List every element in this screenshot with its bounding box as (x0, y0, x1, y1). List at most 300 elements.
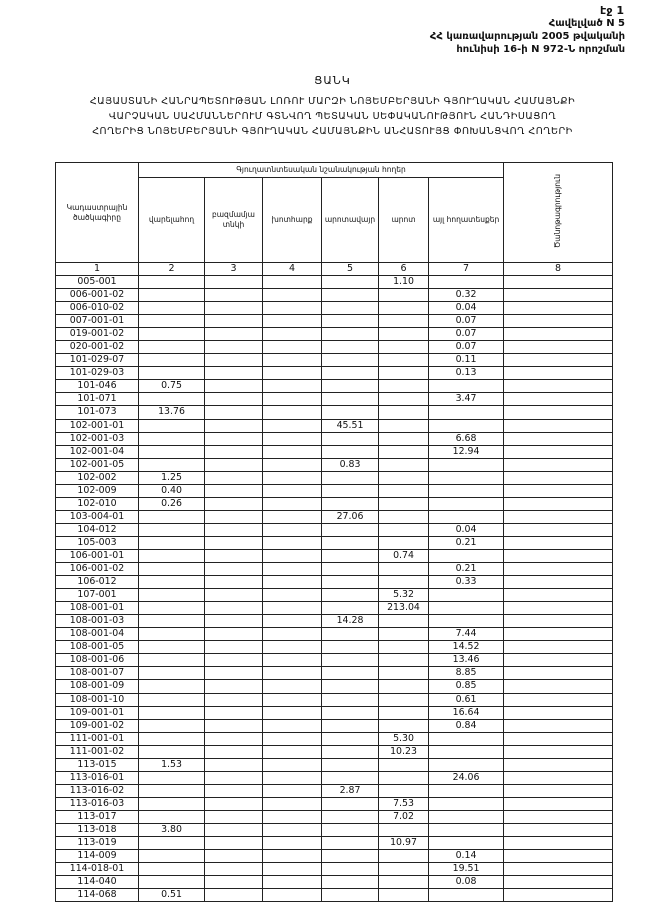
pasture2-value (379, 380, 429, 393)
pasture2-value (379, 354, 429, 367)
arable-value (139, 432, 205, 445)
table-row (56, 276, 613, 289)
other-land-value (429, 758, 504, 771)
pasture-value (322, 563, 379, 576)
arable-value: 1.25 (139, 471, 205, 484)
table-row (56, 654, 613, 667)
other-land-value: 0.61 (429, 693, 504, 706)
pasture2-value (379, 563, 429, 576)
note-cell (504, 458, 613, 471)
cadastral-code: 102-001-04 (56, 445, 139, 458)
hayfield-value (263, 771, 322, 784)
pasture-value (322, 771, 379, 784)
hayfield-value (263, 732, 322, 745)
arable-value (139, 602, 205, 615)
table-row (56, 406, 613, 419)
pasture-value (322, 497, 379, 510)
cadastral-code: 108-001-09 (56, 680, 139, 693)
arable-value (139, 641, 205, 654)
arable-value (139, 419, 205, 432)
note-cell (504, 523, 613, 536)
table-row (56, 432, 613, 445)
pasture-value (322, 863, 379, 876)
orchard-value (205, 641, 263, 654)
pasture-value (322, 549, 379, 562)
table-row (56, 289, 613, 302)
header-note-text: Ծանոթագրություն (553, 173, 563, 249)
pasture2-value (379, 693, 429, 706)
other-land-value (429, 784, 504, 797)
pasture2-value (379, 706, 429, 719)
orchard-value (205, 563, 263, 576)
pasture2-value: 5.30 (379, 732, 429, 745)
hayfield-value (263, 615, 322, 628)
cadastral-code: 102-001-05 (56, 458, 139, 471)
table-row (56, 784, 613, 797)
table-row (56, 641, 613, 654)
pasture-value (322, 641, 379, 654)
header-note (504, 163, 613, 263)
cadastral-code: 111-001-02 (56, 745, 139, 758)
arable-value (139, 341, 205, 354)
arable-value (139, 771, 205, 784)
pasture2-value (379, 458, 429, 471)
hayfield-value (263, 797, 322, 810)
pasture2-value: 7.02 (379, 810, 429, 823)
other-land-value (429, 889, 504, 902)
pasture2-value (379, 654, 429, 667)
pasture2-value (379, 302, 429, 315)
orchard-value (205, 458, 263, 471)
note-cell (504, 276, 613, 289)
table-row (56, 797, 613, 810)
pasture2-value (379, 367, 429, 380)
note-cell (504, 589, 613, 602)
note-cell (504, 628, 613, 641)
note-cell (504, 706, 613, 719)
other-land-value: 0.07 (429, 341, 504, 354)
other-land-value: 0.07 (429, 328, 504, 341)
pasture2-value (379, 289, 429, 302)
hayfield-value (263, 850, 322, 863)
other-land-value: 16.64 (429, 706, 504, 719)
orchard-value (205, 628, 263, 641)
arable-value (139, 536, 205, 549)
pasture-value (322, 745, 379, 758)
table-row (56, 889, 613, 902)
pasture-value (322, 471, 379, 484)
pasture2-value (379, 850, 429, 863)
other-land-value: 0.04 (429, 302, 504, 315)
other-land-value (429, 549, 504, 562)
cadastral-code: 108-001-05 (56, 641, 139, 654)
other-land-value: 0.13 (429, 367, 504, 380)
pasture-value: 27.06 (322, 510, 379, 523)
hayfield-value (263, 784, 322, 797)
orchard-value (205, 732, 263, 745)
pasture2-value: 0.74 (379, 549, 429, 562)
pasture-value (322, 536, 379, 549)
hayfield-value (263, 889, 322, 902)
hayfield-value (263, 432, 322, 445)
other-land-value (429, 837, 504, 850)
orchard-value (205, 745, 263, 758)
note-cell (504, 393, 613, 406)
cadastral-code: 113-016-01 (56, 771, 139, 784)
note-cell (504, 302, 613, 315)
note-cell (504, 471, 613, 484)
cadastral-code: 113-017 (56, 810, 139, 823)
header-arable: վարելահող (139, 178, 205, 263)
pasture-value (322, 797, 379, 810)
table-row (56, 380, 613, 393)
pasture-value (322, 810, 379, 823)
other-land-value: 0.11 (429, 354, 504, 367)
other-land-value (429, 419, 504, 432)
orchard-value (205, 471, 263, 484)
orchard-value (205, 823, 263, 836)
other-land-value: 13.46 (429, 654, 504, 667)
table-row (56, 445, 613, 458)
arable-value (139, 680, 205, 693)
pasture-value (322, 732, 379, 745)
pasture-value (322, 693, 379, 706)
table-row (56, 771, 613, 784)
orchard-value (205, 863, 263, 876)
note-cell (504, 784, 613, 797)
arable-value: 3.80 (139, 823, 205, 836)
arable-value (139, 706, 205, 719)
pasture-value (322, 302, 379, 315)
pasture2-value (379, 876, 429, 889)
column-number: 7 (429, 263, 504, 276)
other-land-value: 0.08 (429, 876, 504, 889)
hayfield-value (263, 576, 322, 589)
arable-value (139, 654, 205, 667)
note-cell (504, 328, 613, 341)
table-row (56, 419, 613, 432)
document-title: ՑԱՆԿ (314, 74, 351, 87)
hayfield-value (263, 315, 322, 328)
arable-value (139, 615, 205, 628)
other-land-value (429, 732, 504, 745)
cadastral-code: 005-001 (56, 276, 139, 289)
other-land-value (429, 406, 504, 419)
pasture2-value (379, 315, 429, 328)
cadastral-code: 006-001-02 (56, 289, 139, 302)
hayfield-value (263, 628, 322, 641)
hayfield-value (263, 745, 322, 758)
other-land-value (429, 380, 504, 393)
pasture2-value (379, 615, 429, 628)
hayfield-value (263, 719, 322, 732)
orchard-value (205, 406, 263, 419)
pasture-value (322, 289, 379, 302)
note-cell (504, 484, 613, 497)
note-cell (504, 876, 613, 889)
note-cell (504, 837, 613, 850)
hayfield-value (263, 354, 322, 367)
other-land-value (429, 276, 504, 289)
other-land-value (429, 602, 504, 615)
note-cell (504, 563, 613, 576)
cadastral-code: 108-001-04 (56, 628, 139, 641)
hayfield-value (263, 810, 322, 823)
column-number: 8 (504, 263, 613, 276)
other-land-value (429, 484, 504, 497)
pasture-value (322, 680, 379, 693)
other-land-value: 0.04 (429, 523, 504, 536)
orchard-value (205, 510, 263, 523)
pasture-value (322, 654, 379, 667)
cadastral-code: 114-018-01 (56, 863, 139, 876)
arable-value (139, 784, 205, 797)
note-cell (504, 641, 613, 654)
note-cell (504, 289, 613, 302)
pasture-value: 14.28 (322, 615, 379, 628)
hayfield-value (263, 563, 322, 576)
column-number: 1 (56, 263, 139, 276)
other-land-value (429, 458, 504, 471)
hayfield-value (263, 641, 322, 654)
hayfield-value (263, 837, 322, 850)
other-land-value: 8.85 (429, 667, 504, 680)
pasture2-value (379, 628, 429, 641)
note-cell (504, 354, 613, 367)
cadastral-code: 103-004-01 (56, 510, 139, 523)
arable-value (139, 850, 205, 863)
table-row (56, 810, 613, 823)
pasture-value (322, 589, 379, 602)
table-row (56, 850, 613, 863)
cadastral-code: 101-029-07 (56, 354, 139, 367)
table-row (56, 549, 613, 562)
pasture2-value (379, 393, 429, 406)
cadastral-code: 104-012 (56, 523, 139, 536)
other-land-value: 7.44 (429, 628, 504, 641)
hayfield-value (263, 471, 322, 484)
other-land-value (429, 823, 504, 836)
hayfield-value (263, 693, 322, 706)
note-cell (504, 680, 613, 693)
table-row (56, 719, 613, 732)
pasture-value: 2.87 (322, 784, 379, 797)
hayfield-value (263, 458, 322, 471)
table-row (56, 693, 613, 706)
cadastral-code: 114-040 (56, 876, 139, 889)
table-row (56, 328, 613, 341)
orchard-value (205, 784, 263, 797)
column-number: 4 (263, 263, 322, 276)
hayfield-value (263, 289, 322, 302)
note-cell (504, 602, 613, 615)
note-cell (504, 797, 613, 810)
orchard-value (205, 719, 263, 732)
arable-value (139, 367, 205, 380)
pasture-value (322, 432, 379, 445)
pasture-value (322, 484, 379, 497)
arable-value: 0.26 (139, 497, 205, 510)
column-number: 3 (205, 263, 263, 276)
pasture-value (322, 523, 379, 536)
orchard-value (205, 432, 263, 445)
hayfield-value (263, 328, 322, 341)
cadastral-code: 113-015 (56, 758, 139, 771)
cadastral-code: 113-019 (56, 837, 139, 850)
pasture-value (322, 667, 379, 680)
note-cell (504, 654, 613, 667)
orchard-value (205, 706, 263, 719)
arable-value (139, 732, 205, 745)
pasture2-value (379, 719, 429, 732)
table-row (56, 497, 613, 510)
note-cell (504, 367, 613, 380)
table-row (56, 615, 613, 628)
arable-value (139, 445, 205, 458)
hayfield-value (263, 484, 322, 497)
pasture2-value (379, 536, 429, 549)
arable-value (139, 328, 205, 341)
orchard-value (205, 328, 263, 341)
other-land-value: 12.94 (429, 445, 504, 458)
arable-value: 0.75 (139, 380, 205, 393)
orchard-value (205, 419, 263, 432)
orchard-value (205, 302, 263, 315)
pasture2-value (379, 445, 429, 458)
orchard-value (205, 367, 263, 380)
cadastral-code: 113-018 (56, 823, 139, 836)
other-land-value: 3.47 (429, 393, 504, 406)
arable-value (139, 510, 205, 523)
header-code: Կադաստրային ծածկագիրը (56, 163, 139, 263)
orchard-value (205, 536, 263, 549)
orchard-value (205, 497, 263, 510)
table-row (56, 354, 613, 367)
hayfield-value (263, 497, 322, 510)
other-land-value: 0.07 (429, 315, 504, 328)
table-row (56, 706, 613, 719)
other-land-value: 0.32 (429, 289, 504, 302)
arable-value: 0.51 (139, 889, 205, 902)
cadastral-code: 101-029-03 (56, 367, 139, 380)
pasture-value (322, 445, 379, 458)
cadastral-code: 105-003 (56, 536, 139, 549)
note-cell (504, 810, 613, 823)
hayfield-value (263, 536, 322, 549)
other-land-value: 0.33 (429, 576, 504, 589)
orchard-value (205, 341, 263, 354)
table-row (56, 536, 613, 549)
note-cell (504, 315, 613, 328)
pasture2-value (379, 432, 429, 445)
table-row (56, 484, 613, 497)
orchard-value (205, 680, 263, 693)
column-number: 5 (322, 263, 379, 276)
note-cell (504, 719, 613, 732)
note-cell (504, 445, 613, 458)
pasture-value (322, 341, 379, 354)
other-land-value (429, 797, 504, 810)
pasture-value (322, 406, 379, 419)
orchard-value (205, 876, 263, 889)
orchard-value (205, 445, 263, 458)
table-row (56, 602, 613, 615)
other-land-value: 19.51 (429, 863, 504, 876)
table-row (56, 367, 613, 380)
arable-value (139, 589, 205, 602)
orchard-value (205, 289, 263, 302)
subtitle-line-2: ՎԱՐՉԱԿԱՆ ՍԱՀՄԱՆՆԵՐՈՒՄ ԳՏՆՎՈՂ ՊԵՏԱԿԱՆ ՍԵՓԱԿԱՆՈՒԹՅՈՒՆ ՀԱՆԴԻՍԱՑՈՂ (108, 111, 557, 122)
cadastral-code: 007-001-01 (56, 315, 139, 328)
hayfield-value (263, 602, 322, 615)
table-row (56, 471, 613, 484)
hayfield-value (263, 758, 322, 771)
table-row (56, 628, 613, 641)
pasture-value (322, 315, 379, 328)
pasture-value (322, 354, 379, 367)
note-cell (504, 732, 613, 745)
column-number: 6 (379, 263, 429, 276)
pasture2-value (379, 341, 429, 354)
pasture2-value (379, 497, 429, 510)
hayfield-value (263, 406, 322, 419)
pasture2-value (379, 758, 429, 771)
other-land-value (429, 615, 504, 628)
page-number: էջ 1 (600, 4, 624, 17)
note-cell (504, 771, 613, 784)
pasture2-value (379, 523, 429, 536)
orchard-value (205, 837, 263, 850)
cadastral-code: 113-016-02 (56, 784, 139, 797)
table-row (56, 576, 613, 589)
pasture2-value (379, 484, 429, 497)
arable-value (139, 628, 205, 641)
hayfield-value (263, 876, 322, 889)
table-row (56, 758, 613, 771)
hayfield-value (263, 367, 322, 380)
note-cell (504, 406, 613, 419)
pasture-value (322, 380, 379, 393)
table-row (56, 302, 613, 315)
arable-value (139, 876, 205, 889)
orchard-value (205, 810, 263, 823)
orchard-value (205, 576, 263, 589)
hayfield-value (263, 549, 322, 562)
arable-value (139, 523, 205, 536)
hayfield-value (263, 445, 322, 458)
arable-value (139, 393, 205, 406)
note-cell (504, 432, 613, 445)
orchard-value (205, 549, 263, 562)
subtitle-line-1: ՀԱՅԱՍՏԱՆԻ ՀԱՆՐԱՊԵՏՈՒԹՅԱՆ ԼՈՌՈՒ ՄԱՐԶԻ ՆՈՅԵՄԲԵՐՅԱՆԻ ԳՅՈՒՂԱԿԱՆ ՀԱՄԱՅՆՔԻ (89, 96, 576, 107)
cadastral-code: 111-001-01 (56, 732, 139, 745)
note-cell (504, 576, 613, 589)
orchard-value (205, 484, 263, 497)
other-land-value: 0.84 (429, 719, 504, 732)
note-cell (504, 693, 613, 706)
cadastral-code: 108-001-01 (56, 602, 139, 615)
cadastral-code: 102-009 (56, 484, 139, 497)
decree-line: ՀՀ կառավարության 2005 թվականի (429, 31, 625, 42)
note-cell (504, 510, 613, 523)
note-cell (504, 745, 613, 758)
pasture-value (322, 393, 379, 406)
orchard-value (205, 380, 263, 393)
pasture-value (322, 850, 379, 863)
pasture-value (322, 576, 379, 589)
pasture-value: 0.83 (322, 458, 379, 471)
pasture2-value (379, 471, 429, 484)
